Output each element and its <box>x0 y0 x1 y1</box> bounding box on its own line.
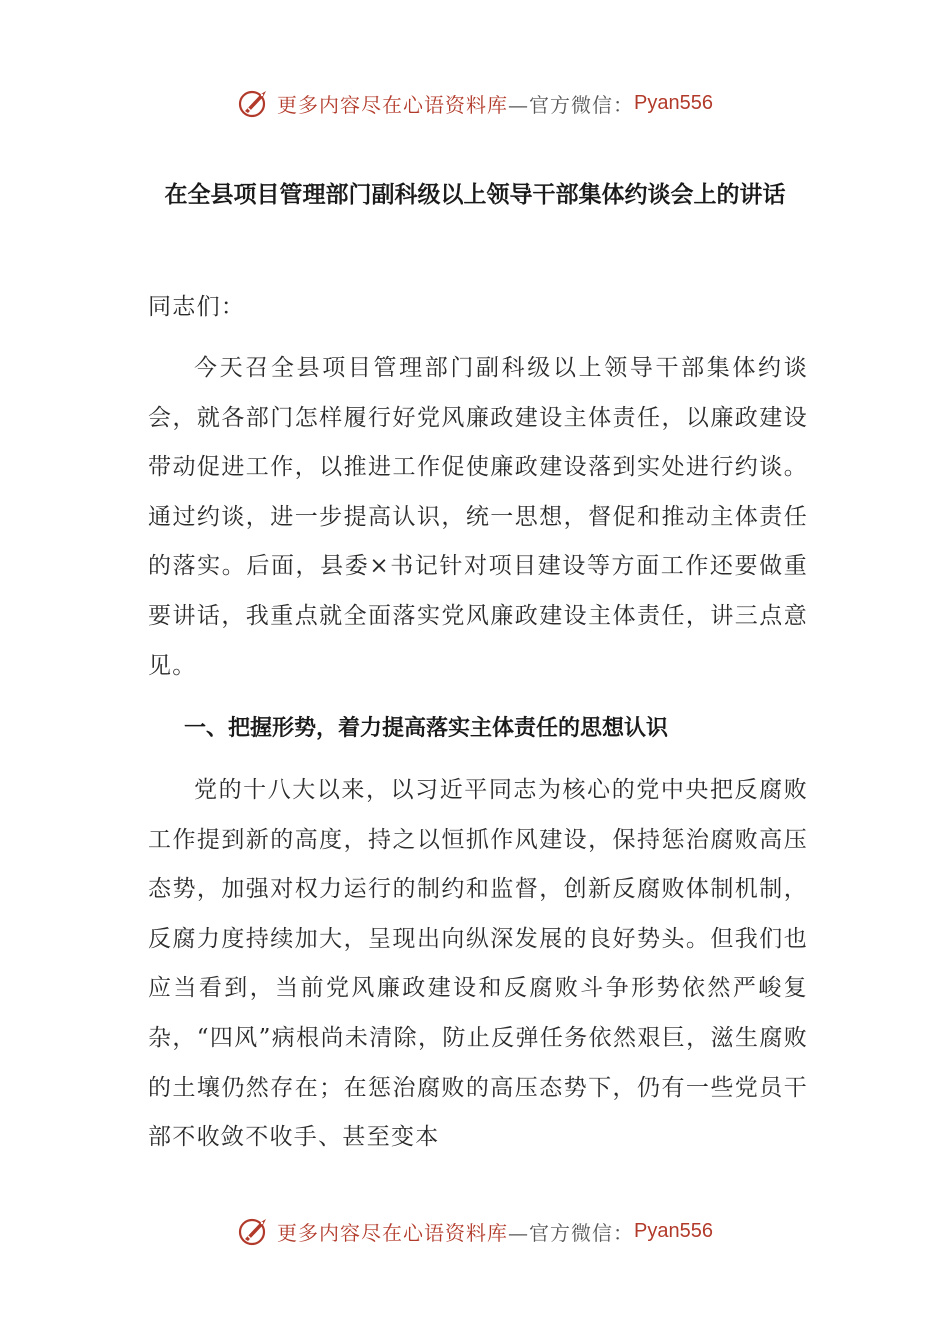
section-1-heading: 一、把握形势，着力提高落实主体责任的思想认识 <box>184 716 669 741</box>
header-banner <box>0 78 950 128</box>
paragraph-2: 党的十八大以来，以习近平同志为核心的党中央把反腐败工作提到新的高度，持之以恒抓作风建设，保持惩治腐败高压态势，加强对权力运行的制约和监督，创新反腐败体制机制，反腐力度持续加大，呈现出向纵深发展的良好势头。但我们也应当看到，当前党风廉政建设和反腐败斗争形势依然严峻复杂，“四风”病根尚未清除，防止反弹任务依然艰巨，滋生腐败的土壤仍然存在；在惩治腐败的高压态势下，仍有一些党员干部不收敛不收手、甚至变本 <box>148 777 808 1151</box>
salutation: 同志们： <box>148 294 246 320</box>
footer-banner <box>0 1206 950 1256</box>
banner-wechat-id: Pyan556 <box>634 1219 713 1242</box>
paragraph-1: 今天召全县项目管理部门副科级以上领导干部集体约谈会，就各部门怎样履行好党风廉政建设主体责任，以廉政建设带动促进工作，以推进工作促使廉政建设落到实处进行约谈。通过约谈，进一步提高认识，统一思想，督促和推动主体责任的落实。后面，县委×书记针对项目建设等方面工作还要做重要讲话，我重点就全面落实党风廉政建设主体责任，讲三点意见。 <box>148 355 808 679</box>
banner-wechat-id: Pyan556 <box>634 91 713 114</box>
pen-nib-logo-icon <box>237 1214 271 1248</box>
banner-wechat-label: —官方微信： <box>508 1220 635 1245</box>
banner-wechat-label: —官方微信： <box>508 92 635 117</box>
pen-nib-logo-icon <box>237 86 271 120</box>
banner-brand-text: 更多内容尽在心语资料库 <box>277 92 509 117</box>
document-title: 在全县项目管理部门副科级以上领导干部集体约谈会上的讲话 <box>164 182 786 208</box>
banner-brand-text: 更多内容尽在心语资料库 <box>277 1220 509 1245</box>
